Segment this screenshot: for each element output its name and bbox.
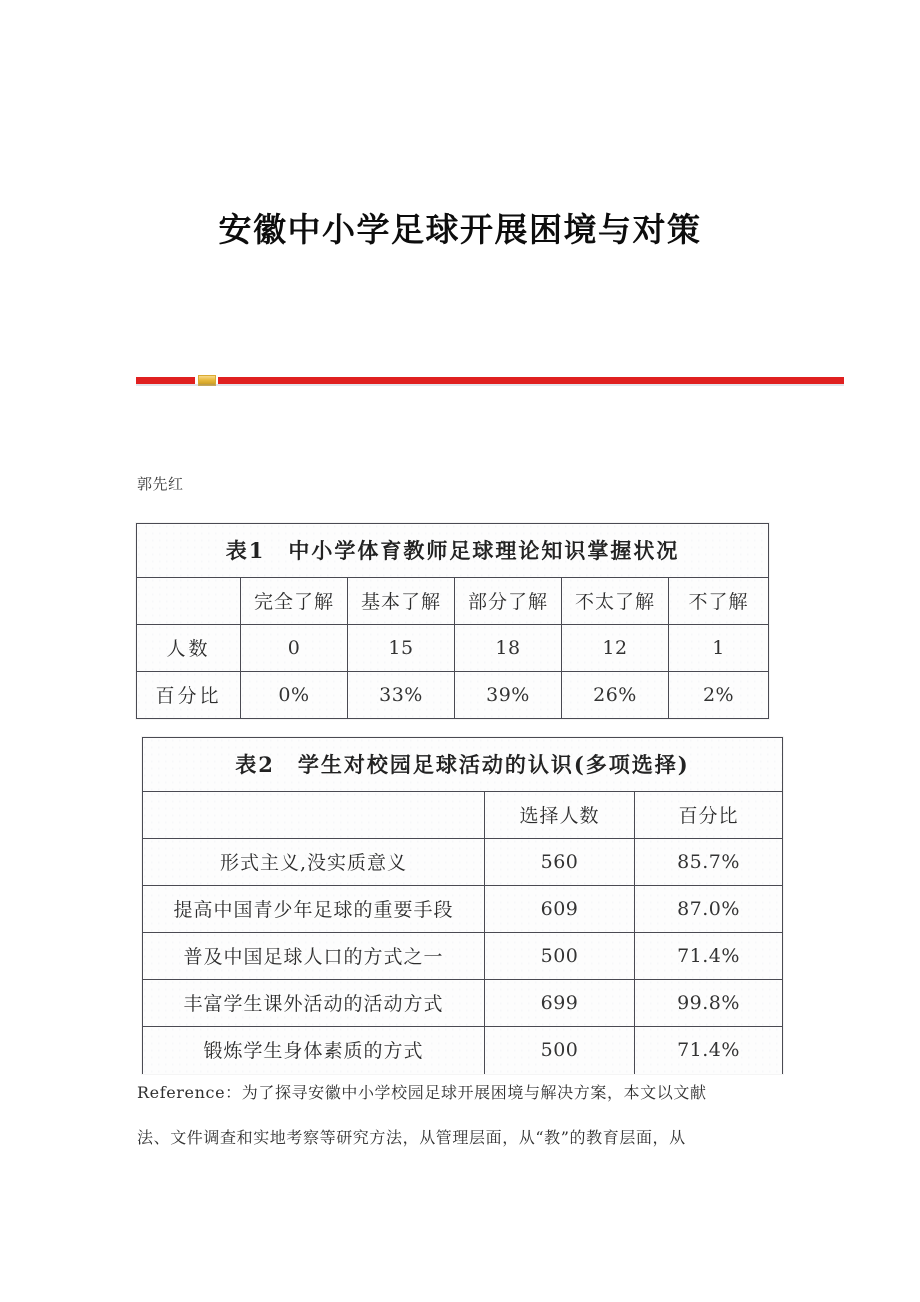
table-2-count: 500 [485, 1027, 635, 1074]
table-2-caption-row [143, 738, 783, 792]
table-1-cell: 26% [562, 672, 669, 719]
table-2-percent: 87.0% [635, 886, 783, 933]
divider-shadow [136, 384, 844, 386]
table-2-percent: 71.4% [635, 933, 783, 980]
table-1-caption: 表1 中小学体育教师足球理论知识掌握状况 [137, 524, 769, 578]
table-2-item: 锻炼学生身体素质的方式 [143, 1027, 485, 1074]
table-row [137, 672, 769, 719]
divider-left-segment [136, 377, 195, 384]
table-2-corner-cell [143, 792, 485, 839]
table-2-header-cell: 选择人数 [485, 792, 635, 839]
divider-right-segment [218, 377, 844, 384]
table-1-header-cell: 基本了解 [348, 578, 455, 625]
table-2-percent: 71.4% [635, 1027, 783, 1074]
body-line: Reference：为了探寻安徽中小学校园足球开展困境与解决方案，本文以文献 [137, 1083, 707, 1102]
table-2-percent: 85.7% [635, 839, 783, 886]
table-row [137, 625, 769, 672]
author-name: 郭先红 [137, 475, 184, 493]
table-2-header-cell: 百分比 [635, 792, 783, 839]
table-1-cell: 12 [562, 625, 669, 672]
table-2-count: 609 [485, 886, 635, 933]
table-1-cell: 18 [455, 625, 562, 672]
table-2-header-row [143, 792, 783, 839]
table-row [143, 839, 783, 886]
table-1-caption-row [137, 524, 769, 578]
table-2-count: 699 [485, 980, 635, 1027]
table-1-header-cell: 部分了解 [455, 578, 562, 625]
table-1-cell: 0% [241, 672, 348, 719]
decorative-divider [136, 375, 844, 386]
table-2-count: 560 [485, 839, 635, 886]
table-1-header-cell: 完全了解 [241, 578, 348, 625]
table-1-header-row [137, 578, 769, 625]
table-2-item: 普及中国足球人口的方式之一 [143, 933, 485, 980]
body-line: 法、文件调查和实地考察等研究方法，从管理层面，从“教”的教育层面，从 [137, 1128, 686, 1147]
table-2-item: 丰富学生课外活动的活动方式 [143, 980, 485, 1027]
table-2-count: 500 [485, 933, 635, 980]
table-2 [142, 737, 783, 1074]
table-1-cell: 1 [669, 625, 769, 672]
table-1-cell: 33% [348, 672, 455, 719]
table-1-cell: 2% [669, 672, 769, 719]
table-row [143, 886, 783, 933]
table-2-item: 提高中国青少年足球的重要手段 [143, 886, 485, 933]
table-1-row-label: 百分比 [137, 672, 241, 719]
table-1-header-cell: 不太了解 [562, 578, 669, 625]
table-1-cell: 15 [348, 625, 455, 672]
table-row [143, 980, 783, 1027]
table-row [143, 1027, 783, 1074]
table-1-row-label: 人数 [137, 625, 241, 672]
table-2-item: 形式主义,没实质意义 [143, 839, 485, 886]
table-1 [136, 523, 769, 719]
body-paragraph [137, 1070, 787, 1160]
table-1-cell: 0 [241, 625, 348, 672]
table-2-percent: 99.8% [635, 980, 783, 1027]
table-2-caption: 表2 学生对校园足球活动的认识(多项选择) [143, 738, 783, 792]
table-1-cell: 39% [455, 672, 562, 719]
table-1-corner-cell [137, 578, 241, 625]
table-row [143, 933, 783, 980]
page-title: 安徽中小学足球开展困境与对策 [218, 210, 702, 249]
table-1-header-cell: 不了解 [669, 578, 769, 625]
